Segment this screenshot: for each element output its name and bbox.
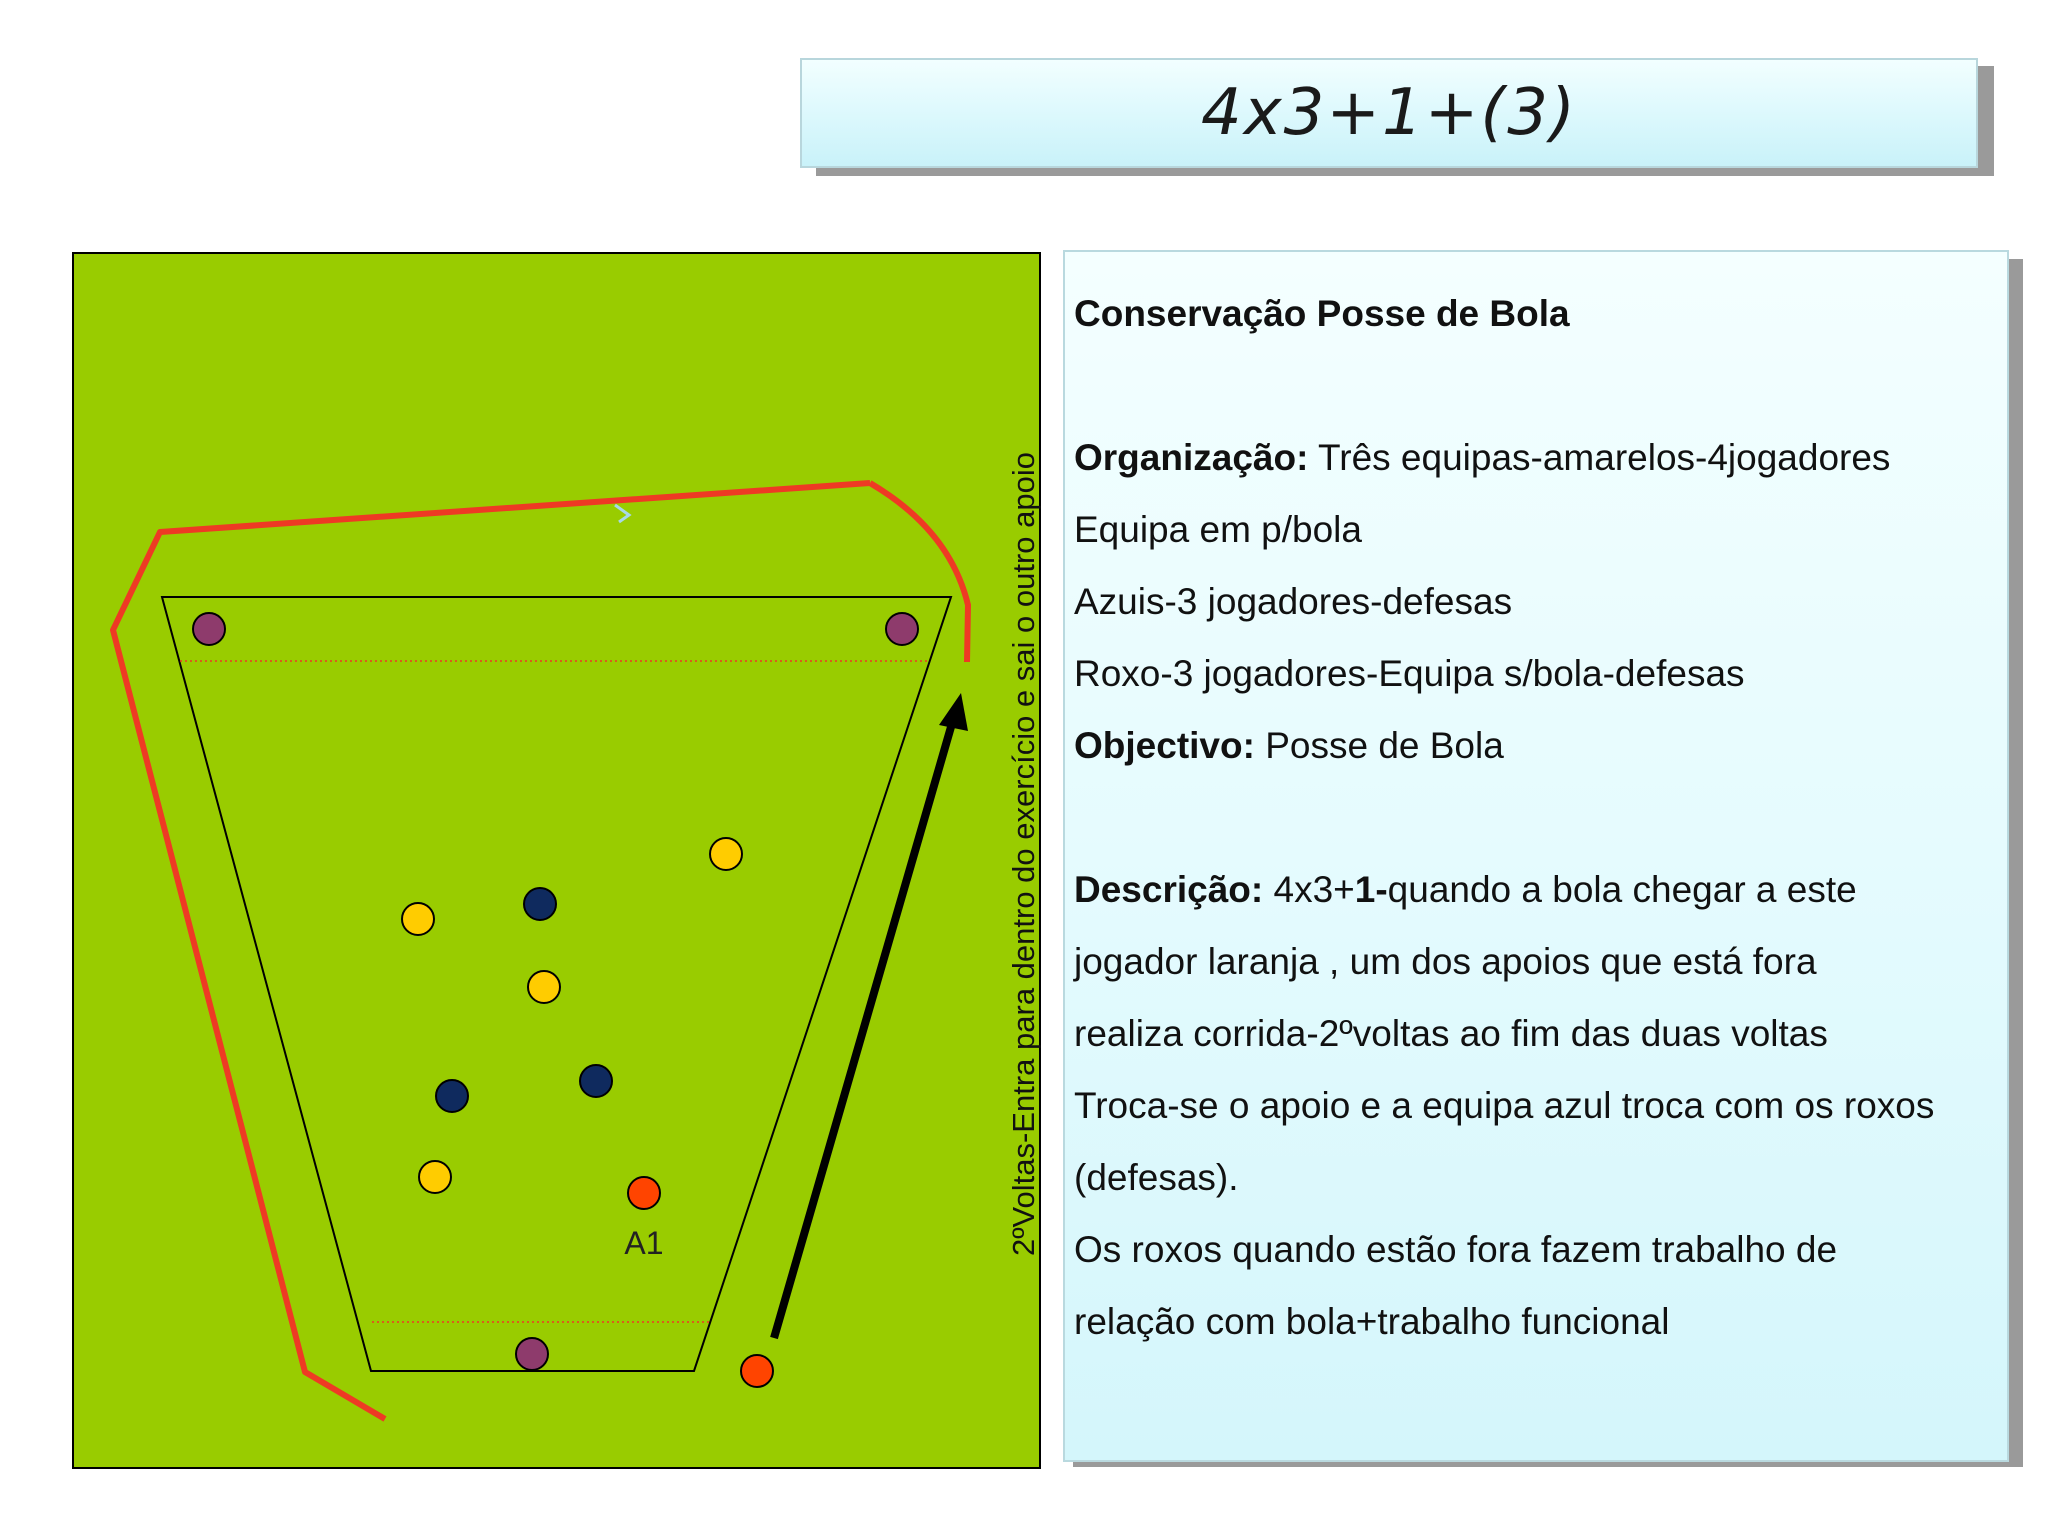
player-orange: [741, 1355, 773, 1387]
player-blue: [524, 888, 556, 920]
organizacao-label: Organização:: [1074, 437, 1309, 478]
roxo-line: Roxo-3 jogadores-Equipa s/bola-defesas: [1074, 653, 1745, 694]
organizacao-line: [1074, 422, 2007, 494]
azuis-line: Azuis-3 jogadores-defesas: [1074, 581, 1513, 622]
player-purple: [516, 1338, 548, 1370]
spacer: [1074, 782, 2007, 854]
page-title: 4x3+1+(3): [1201, 76, 1577, 150]
player-orange: [628, 1177, 660, 1209]
player-yellow: [402, 903, 434, 935]
relacao-line: relação com bola+trabalho funcional: [1074, 1301, 1670, 1342]
arrow-label: 2ºVoltas-Entra para dentro do exercício e sai o outro apoio: [1006, 451, 1041, 1257]
player-label-a1: A1: [624, 1225, 664, 1261]
player-purple: [886, 613, 918, 645]
descricao-bold: 1-: [1354, 869, 1388, 910]
roxos-line: Os roxos quando estão fora fazem trabalho de: [1074, 1229, 1838, 1270]
player-yellow: [710, 838, 742, 870]
defesas-line: (defesas).: [1074, 1157, 1239, 1198]
player-yellow: [419, 1161, 451, 1193]
objectivo-line: [1074, 710, 2007, 782]
descricao-text-a: 4x3+: [1263, 869, 1355, 910]
equipa-line: Equipa em p/bola: [1074, 509, 1362, 550]
player-purple: [193, 613, 225, 645]
description-heading: Conservação Posse de Bola: [1074, 293, 1570, 334]
player-yellow: [528, 971, 560, 1003]
realiza-line: realiza corrida-2ºvoltas ao fim das duas voltas: [1074, 1013, 1828, 1054]
field-background: [73, 253, 1040, 1468]
objectivo-label: Objectivo:: [1074, 725, 1255, 766]
player-blue: [580, 1065, 612, 1097]
troca-line: Troca-se o apoio e a equipa azul troca com os roxos: [1074, 1085, 1935, 1126]
spacer: [1074, 350, 2007, 422]
jogador-line: jogador laranja , um dos apoios que está fora: [1074, 941, 1817, 982]
description-panel: [1063, 250, 2009, 1462]
organizacao-text: Três equipas-amarelos-4jogadores: [1308, 437, 1891, 478]
player-blue: [436, 1080, 468, 1112]
descricao-line: [1074, 854, 2007, 926]
descricao-text-b: quando a bola chegar a este: [1387, 869, 1857, 910]
descricao-label: Descrição:: [1074, 869, 1264, 910]
objectivo-text: Posse de Bola: [1254, 725, 1504, 766]
